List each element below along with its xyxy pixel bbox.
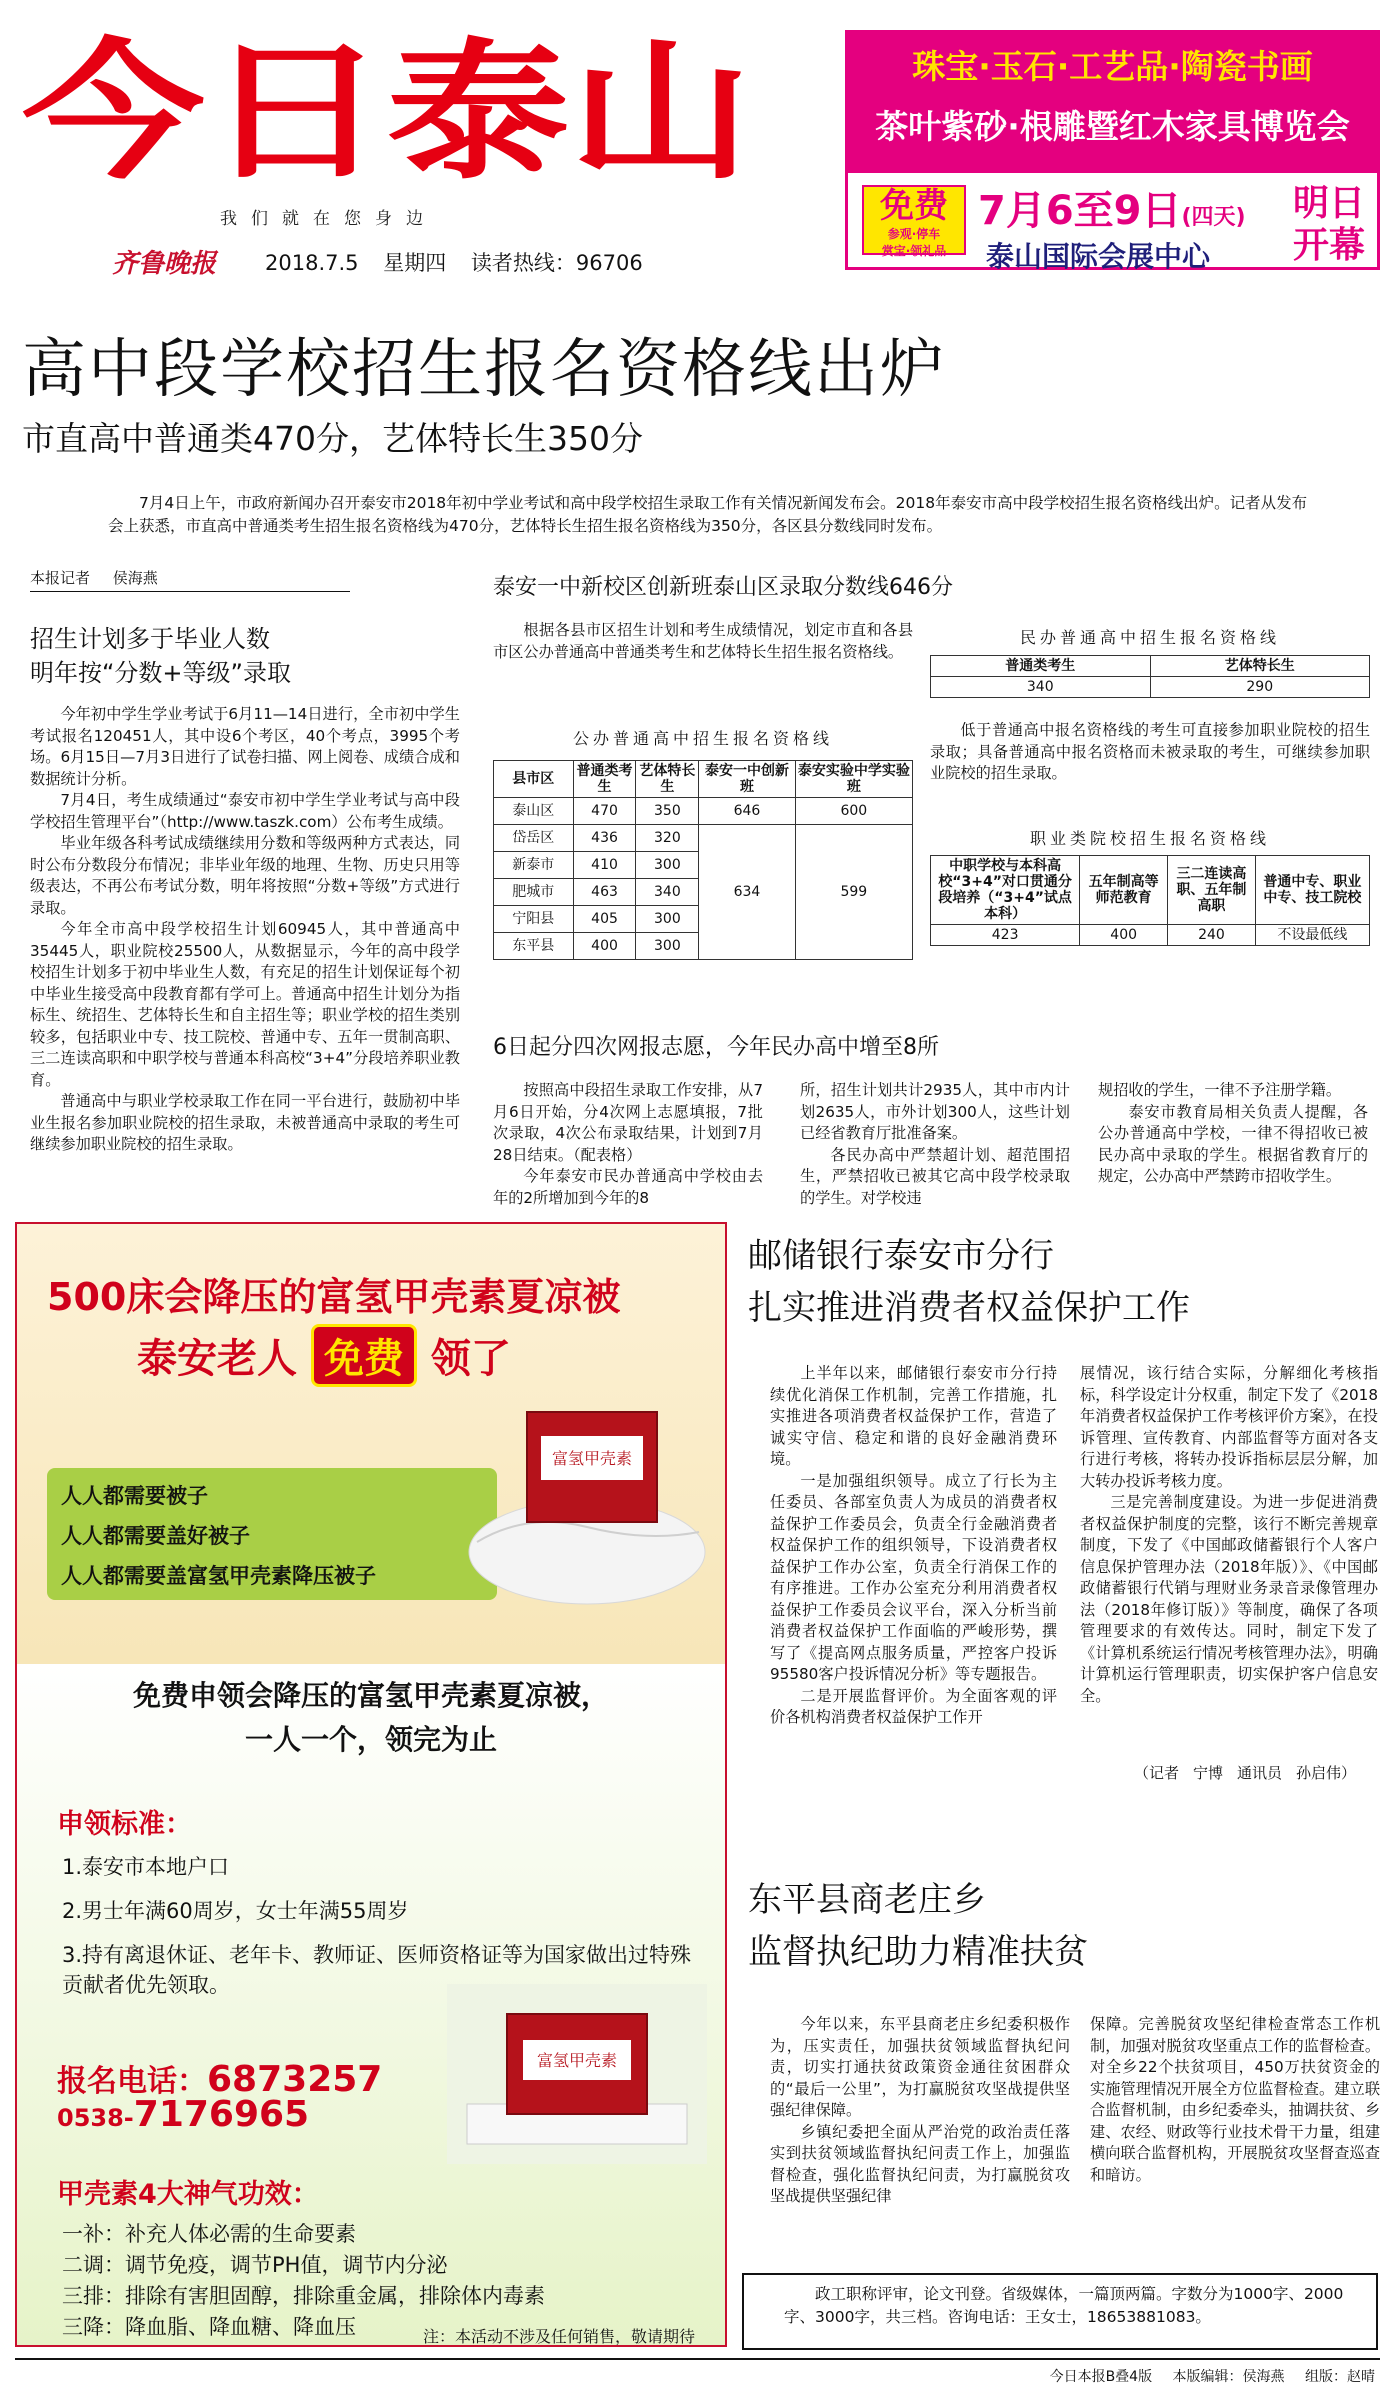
ad-free-badge: 免费 [311, 1324, 417, 1387]
table-cell: 东平县 [494, 933, 574, 960]
expo-free-sub-1: 参观·停车 [887, 227, 941, 241]
paragraph: 根据各县市区招生计划和考生成绩情况，划定市直和各县市区公办普通高中普通类考生和艺体特长生招生报名资格线。 [493, 621, 913, 661]
paragraph: 7月4日，考生成绩通过“泰安市初中学生学业考试与高中段学校招生管理平台”（http://www.taszk.com）公布考生成绩。 [30, 791, 460, 831]
expo-open-1: 明日 [1292, 183, 1365, 224]
table-header: 县市区 [494, 761, 574, 798]
quilt-advertisement [15, 1222, 727, 2347]
paragraph: 今年初中学生学业考试于6月11—14日进行，全市初中学生考试报名120451人，其中设6个考区，40个考点，3995个考场。6月15日—7月3日进行了试卷扫描、网上阅卷、成绩合成和数据统计分析。 [30, 705, 460, 788]
table-cell: 410 [573, 852, 636, 879]
bank-article-col-2 [1080, 1363, 1378, 1707]
apply-line-1: 免费申领会降压的富氢甲壳素夏凉被， [132, 1679, 609, 1712]
expo-line-2: 茶叶紫砂·根雕暨红木家具博览会 [875, 107, 1350, 146]
applications-col-2 [800, 1080, 1070, 1209]
section-title-scores: 泰安一中新校区创新班泰山区录取分数线646分 [493, 575, 953, 600]
expo-dates [978, 179, 1246, 236]
expo-line-1: 珠宝·玉石·工艺品·陶瓷书画 [912, 47, 1313, 86]
table-header: 五年制高等师范教育 [1080, 856, 1168, 925]
table-cell: 405 [573, 906, 636, 933]
mid-section-body [493, 620, 913, 663]
criteria-item: 2.男士年满60周岁，女士年满55周岁 [62, 1899, 409, 1923]
applications-col-1 [493, 1080, 763, 1209]
credit-name-2: 孙启伟） [1296, 1764, 1357, 1782]
phone-prefix: 0538- [57, 2104, 134, 2132]
paragraph: 泰安市教育局相关负责人提醒，各公办普通高中学校，一律不得招收已被民办高中录取的学生。根据省教育厅的规定，公办高中严禁跨市招收学生。 [1098, 1102, 1368, 1185]
table-header-row [494, 761, 913, 798]
expo-opening [1293, 183, 1365, 267]
table-cell: 400 [573, 933, 636, 960]
table-row [931, 925, 1370, 946]
vocational-note [930, 720, 1370, 785]
bank-article-title-2: 扎实推进消费者权益保护工作 [748, 1288, 1190, 1328]
poverty-article-title-1: 东平县商老庄乡 [748, 1880, 986, 1920]
paragraph: 乡镇纪委把全面从严治党的政治责任落实到扶贫领域监督执纪问责工作上，加强监督检查，强化监督执纪问责，为打赢脱贫攻坚战提供坚强纪律 [770, 2122, 1070, 2205]
table-cell: 岱岳区 [494, 825, 574, 852]
ad-title-2-pre: 泰安老人 [137, 1336, 297, 1382]
reader-hotline: 读者热线：96706 [470, 251, 643, 275]
paragraph: 二是开展监督评价。为全面客观的评价各机构消费者权益保护工作开 [770, 1686, 1057, 1726]
table-cell: 423 [931, 925, 1080, 946]
effect-item: 三降：降血脂、降血糖、降血压 [62, 2315, 356, 2339]
phone-number-2: 7176965 [133, 2094, 310, 2135]
product-label-2: 富氢甲壳素 [536, 2051, 618, 2070]
paragraph: 规招收的学生，一律不予注册学籍。 [1098, 1081, 1341, 1099]
table-row [494, 798, 913, 825]
ad-title-2 [137, 1324, 511, 1387]
paragraph: 所，招生计划共计2935人，其中市内计划2635人，市外计划300人，这些计划已经省教育厅批准备案。 [800, 1081, 1070, 1142]
issue-weekday: 星期四 [383, 251, 447, 275]
paragraph: 今年泰安市民办普通高中学校由去年的2所增加到今年的8 [493, 1167, 763, 1207]
expo-open-2: 开幕 [1292, 225, 1365, 266]
expo-date-note: (四天) [1181, 205, 1246, 230]
effect-item: 二调：调节免疫，调节PH值，调节内分泌 [62, 2253, 448, 2277]
footer-edition: 今日本报B叠4版 [1049, 2369, 1153, 2385]
expo-date-range: 7月6至9日 [978, 188, 1182, 234]
date-line [265, 247, 661, 277]
table-cell: 463 [573, 879, 636, 906]
table-header: 泰安实验中学实验班 [795, 761, 912, 798]
footer-layout: 组版：赵晴 [1305, 2369, 1375, 2385]
left-article-title-2: 明年按“分数+等级”录取 [30, 659, 291, 687]
poverty-article-col-2 [1090, 2014, 1380, 2186]
paragraph: 展情况，该行结合实际，分解细化考核指标，科学设定计分权重，制定下发了《2018年消费者权益保护工作考核评价方案》，在投诉管理、宣传教育、内部监督等方面对各支行进行考核，将转办投诉指标层层分解，加大转办投诉考核力度。 [1080, 1364, 1378, 1490]
paragraph: 上半年以来，邮储银行泰安市分行持续优化消保工作机制，完善工作措施，扎实推进各项消费者权益保护工作，营造了诚实守信、稳定和谐的良好金融消费环境。 [770, 1364, 1057, 1468]
paragraph: 一是加强组织领导。成立了行长为主任委员、各部室负责人为成员的消费者权益保护工作委员会，负责全行金融消费者权益保护工作的组织领导，下设消费者权益保护工作办公室，负责全行消保工作的有序推进。工作办公室充分利用消费者权益保护工作委员会议平台，深入分析当前消费者权益保护工作面临的严峻形势，撰写了《提高网点服务质量，严控客户投诉95580客户投诉情况分析》等专题报告。 [770, 1471, 1057, 1683]
byline-role: 本报记者 [30, 569, 91, 587]
credit-role: 通讯员 [1237, 1764, 1283, 1782]
left-article-title-1: 招生计划多于毕业人数 [30, 625, 270, 653]
byline-name: 侯海燕 [112, 569, 158, 587]
table-private-high-school [930, 655, 1370, 698]
paragraph: 普通高中与职业学校录取工作在同一平台进行，鼓励初中毕业生报名参加职业院校的招生录取，未被普通高中录取的考生可继续参加职业院校的招生录取。 [30, 1092, 460, 1153]
need-line: 人人都需要被子 [61, 1484, 208, 1508]
credit-reporter: （记者 [1134, 1764, 1180, 1782]
table-cell: 470 [573, 798, 636, 825]
svg-text:今日泰山: 今日泰山 [22, 32, 752, 182]
table-cell: 436 [573, 825, 636, 852]
table-cell: 300 [636, 933, 699, 960]
ad-disclaimer: 注：本活动不涉及任何销售，敬请期待 [422, 2327, 695, 2346]
table-cell: 新泰市 [494, 852, 574, 879]
criteria-item: 3.持有离退休证、老年卡、教师证、医师资格证等为国家做出过特殊贡献者优先领取。 [62, 1943, 692, 1997]
table-header-row [931, 856, 1370, 925]
poverty-article-title-2: 监督执纪助力精准扶贫 [748, 1932, 1088, 1972]
left-article-body [30, 704, 460, 1156]
expo-venue: 泰山国际会展中心 [986, 240, 1211, 273]
table-header-row [931, 656, 1370, 677]
paragraph: 按照高中段招生录取工作安排，从7月6日开始，分4次网上志愿填报，7批次录取，4次公布录取结果，计划到7月28日结束。（配表格） [493, 1081, 763, 1164]
criteria-item: 1.泰安市本地户口 [62, 1855, 230, 1879]
bank-article-credit [1120, 1762, 1356, 1783]
footer-divider [15, 2358, 1380, 2360]
table-cell: 350 [636, 798, 699, 825]
paragraph: 今年全市高中段学校招生计划60945人，其中普通高中35445人，职业院校25500人，从数据显示，今年的高中段学校招生计划多于初中毕业生人数，有充足的招生计划保证每个初中毕业生接受高中段教育都有学可上。普通高中招生计划分为指标生、统招生、艺体特长生和自主招生等；职业学校的招生类别较多，包括职业中专、技工院校、普通中专、五年一贯制高职、三二连读高职和中职学校与普通本科高校“3+4”分段培养职业教育。 [30, 920, 460, 1089]
table-cell: 646 [699, 798, 795, 825]
table-header: 泰安一中创新班 [699, 761, 795, 798]
table-header: 中职学校与本科高校“3+4”对口贯通分段培养（“3+4”试点本科） [931, 856, 1080, 925]
masthead-logo [22, 32, 762, 182]
table-header: 艺体特长生 [636, 761, 699, 798]
main-headline: 高中段学校招生报名资格线出炉 [22, 333, 946, 407]
table-cell: 肥城市 [494, 879, 574, 906]
table-cell: 340 [931, 677, 1151, 698]
table-cell: 290 [1150, 677, 1370, 698]
criteria-title: 申领标准： [57, 1809, 192, 1840]
table-row [494, 825, 913, 852]
paragraph: 三是完善制度建设。为进一步促进消费者权益保护制度的完整，该行不断完善规章制度，下发了《中国邮政储蓄银行个人客户信息保护管理办法（2018年版）》、《中国邮政储蓄银行代销与理财业务录音录像管理办法（2018年修订版）》等制度，确保了各项管理要求的有效传达。同时，制定下发了《计算机系统运行情况考核管理办法》，明确计算机运行管理职责，切实保护客户信息安全。 [1080, 1493, 1378, 1705]
table-header: 艺体特长生 [1150, 656, 1370, 677]
table-cell: 不设最低线 [1255, 925, 1369, 946]
table-vocational-title: 职业类院校招生报名资格线 [1029, 829, 1270, 848]
apply-line-2: 一人一个，领完为止 [244, 1723, 497, 1756]
effects-title: 甲壳素4大神气功效： [57, 2179, 319, 2210]
credit-name-1: 宁博 [1193, 1764, 1224, 1782]
paragraph: 毕业年级各科考试成绩继续用分数和等级两种方式表达，同时公布分数段分布情况；非毕业年级的地理、生物、历史只用等级表达，不再公布考试分数，明年将按照“分数+等级”方式进行录取。 [30, 834, 460, 917]
table-header: 普通类考生 [573, 761, 636, 798]
main-subheadline: 市直高中普通类470分，艺体特长生350分 [22, 419, 643, 458]
quilt-product-image-2 [447, 1984, 707, 2164]
table-public-high-school [493, 760, 913, 960]
effect-item: 三排：排除有害胆固醇，排除重金属，排除体内毒素 [62, 2284, 545, 2308]
byline [30, 567, 350, 592]
table-cell: 300 [636, 852, 699, 879]
need-line: 人人都需要盖富氢甲壳素降压被子 [61, 1564, 376, 1588]
masthead-slogan: 我们就在您身边 [220, 209, 437, 229]
ad-title-1: 500床会降压的富氢甲壳素夏凉被 [47, 1275, 621, 1319]
table-cell: 240 [1168, 925, 1256, 946]
quilt-product-image [467, 1392, 707, 1607]
classified-text: 政工职称评审，论文刊登。省级媒体，一篇顶两篇。字数分为1000字、2000字、3000字，共三档。咨询电话：王女士，18653881083。 [784, 2285, 1344, 2326]
table-header: 普通类考生 [931, 656, 1151, 677]
bank-article-col-1 [770, 1363, 1057, 1729]
expo-free-label: 免费 [880, 186, 948, 226]
section-title-applications: 6日起分四次网报志愿，今年民办高中增至8所 [493, 1035, 939, 1060]
ad-title-2-post: 领了 [430, 1336, 511, 1382]
table-cell: 宁阳县 [494, 906, 574, 933]
phone-label: 报名电话： [57, 2064, 207, 2099]
expo-free-badge [862, 185, 966, 258]
table-cell: 320 [636, 825, 699, 852]
table-header: 普通中专、职业中专、技工院校 [1255, 856, 1369, 925]
table-public-title: 公办普通高中招生报名资格线 [572, 729, 833, 748]
table-cell: 634 [699, 825, 795, 960]
applications-col-3 [1098, 1080, 1368, 1188]
phone-line-2 [57, 2094, 309, 2135]
footer-editor: 本版编辑：侯海燕 [1172, 2369, 1285, 2385]
poverty-article-col-1 [770, 2014, 1070, 2208]
table-cell: 600 [795, 798, 912, 825]
need-line: 人人都需要盖好被子 [61, 1524, 250, 1548]
table-vocational [930, 855, 1370, 946]
page-footer [1034, 2366, 1375, 2386]
issue-date: 2018.7.5 [265, 251, 359, 275]
paragraph: 各民办高中严禁超计划、超范围招生，严禁招收已被其它高中段学校录取的学生。对学校违 [800, 1145, 1070, 1207]
paragraph: 低于普通高中报名资格线的考生可直接参加职业院校的招生录取；具备普通高中报名资格而未被录取的考生，可继续参加职业院校的招生录取。 [930, 721, 1370, 782]
table-cell: 泰山区 [494, 798, 574, 825]
table-cell: 400 [1080, 925, 1168, 946]
phone-number-1: 6873257 [207, 2059, 383, 2100]
lead-paragraph: 7月4日上午，市政府新闻办召开泰安市2018年初中学业考试和高中段学校招生录取工作有关情况新闻发布会。2018年泰安市高中段学校招生报名资格线出炉。记者从发布会上获悉，市直高中普通类考生招生报名资格线为470分，艺体特长生招生报名资格线为350分，各区县分数线同时发布。 [108, 494, 1308, 535]
bank-article-title-1: 邮储银行泰安市分行 [748, 1236, 1054, 1276]
effect-item: 一补：补充人体必需的生命要素 [62, 2222, 356, 2246]
paper-name-logo: 齐鲁晚报 [112, 249, 217, 279]
paragraph: 今年以来，东平县商老庄乡纪委积极作为，压实责任，加强扶贫领域监督执纪问责，切实打通扶贫政策资金通往贫困群众的“最后一公里”，为打赢脱贫攻坚战提供坚强纪律保障。 [770, 2015, 1070, 2119]
classified-ad [742, 2273, 1378, 2350]
table-cell: 599 [795, 825, 912, 960]
expo-advertisement [845, 30, 1380, 273]
table-cell: 300 [636, 906, 699, 933]
product-label: 富氢甲壳素 [551, 1449, 633, 1468]
paragraph: 保障。完善脱贫攻坚纪律检查常态工作机制，加强对脱贫攻坚重点工作的监督检查。对全乡22个扶贫项目，450万扶贫资金的实施管理情况开展全方位监督检查。建立联合监督机制，由乡纪委牵头，抽调扶贫、乡建、农经、财政等行业技术骨干力量，组建横向联合监督机构，开展脱贫攻坚督查巡查和暗访。 [1090, 2015, 1380, 2184]
table-cell: 340 [636, 879, 699, 906]
table-header: 三二连读高职、五年制高职 [1168, 856, 1256, 925]
table-row [931, 677, 1370, 698]
table-private-title: 民办普通高中招生报名资格线 [1019, 628, 1280, 647]
expo-free-sub-2: 赏宝·领礼品 [881, 244, 947, 258]
